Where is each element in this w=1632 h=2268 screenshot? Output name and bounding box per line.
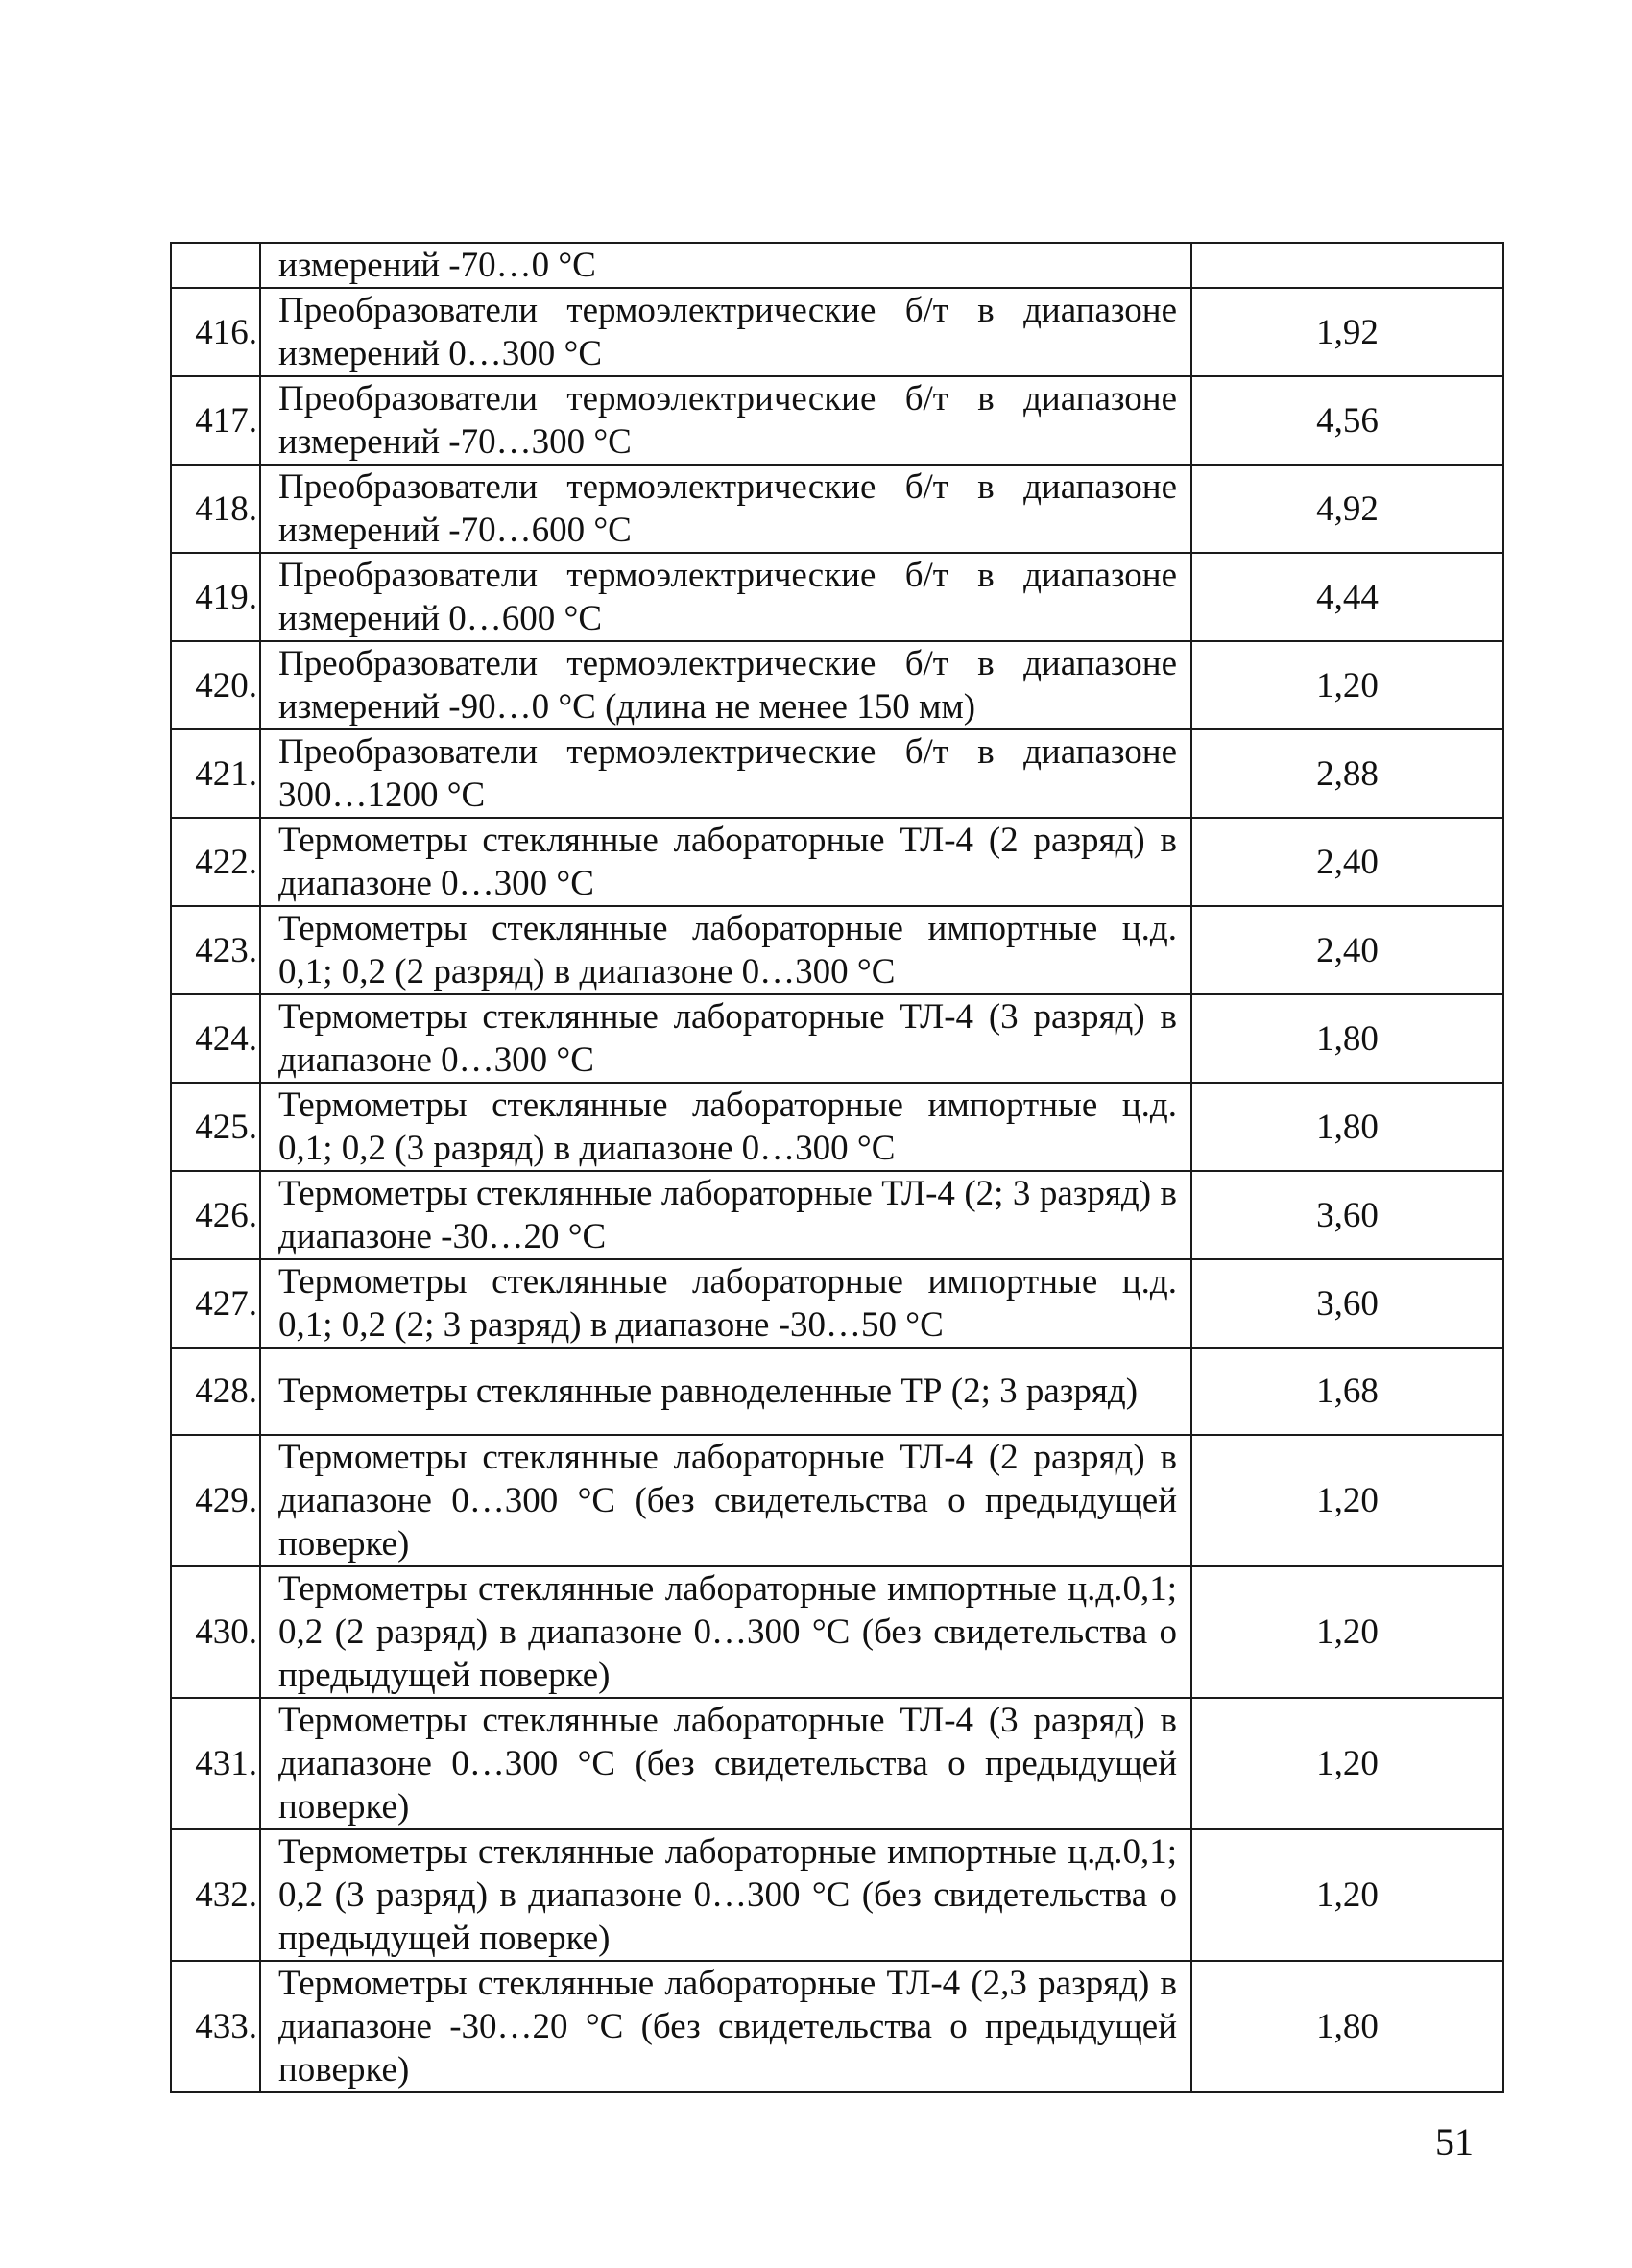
row-number: 426.	[171, 1171, 260, 1259]
row-value: 1,20	[1191, 641, 1503, 729]
row-value: 1,68	[1191, 1348, 1503, 1435]
row-description: Термометры стеклянные лабораторные импортные ц.д. 0,1; 0,2 (3 разряд) в диапазоне 0…300 °С	[278, 1086, 1177, 1168]
row-value: 3,60	[1191, 1171, 1503, 1259]
row-description: Преобразователи термоэлектрические б/т в диапазоне измерений -70…300 °С	[278, 379, 1177, 462]
row-description: Преобразователи термоэлектрические б/т в диапазоне измерений -70…600 °С	[278, 467, 1177, 550]
row-description-cell	[260, 465, 1191, 553]
table-row	[171, 376, 1503, 465]
row-number: 419.	[171, 553, 260, 641]
row-number: 428.	[171, 1348, 260, 1435]
row-value: 1,80	[1191, 1083, 1503, 1171]
table-row	[171, 288, 1503, 376]
row-description-cell	[260, 906, 1191, 994]
row-value: 4,56	[1191, 376, 1503, 465]
row-description: Термометры стеклянные лабораторные импортные ц.д.0,1; 0,2 (2 разряд) в диапазоне 0…300 °С (без свидетельства о предыдущей поверке)	[278, 1569, 1177, 1695]
row-value	[1191, 243, 1503, 288]
row-description-cell	[260, 1259, 1191, 1348]
row-description-cell	[260, 729, 1191, 818]
row-value: 3,60	[1191, 1259, 1503, 1348]
row-description: Термометры стеклянные лабораторные ТЛ-4 (3 разряд) в диапазоне 0…300 °С	[278, 997, 1177, 1080]
row-value: 1,80	[1191, 994, 1503, 1083]
row-number: 417.	[171, 376, 260, 465]
row-number: 418.	[171, 465, 260, 553]
table-row	[171, 818, 1503, 906]
row-value: 4,44	[1191, 553, 1503, 641]
row-description: Термометры стеклянные лабораторные ТЛ-4 (2 разряд) в диапазоне 0…300 °С	[278, 821, 1177, 903]
row-value: 2,40	[1191, 818, 1503, 906]
row-description-cell	[260, 1171, 1191, 1259]
row-description: Термометры стеклянные лабораторные ТЛ-4 (2 разряд) в диапазоне 0…300 °С (без свидетельства о предыдущей поверке)	[278, 1438, 1177, 1564]
table-row	[171, 1961, 1503, 2092]
row-description: Преобразователи термоэлектрические б/т в диапазоне измерений 0…600 °С	[278, 556, 1177, 638]
table-body	[171, 243, 1503, 2092]
row-number: 429.	[171, 1435, 260, 1566]
row-number: 421.	[171, 729, 260, 818]
table-row	[171, 465, 1503, 553]
row-number: 433.	[171, 1961, 260, 2092]
row-description-cell	[260, 376, 1191, 465]
row-value: 1,20	[1191, 1829, 1503, 1961]
row-value: 4,92	[1191, 465, 1503, 553]
row-description: измерений -70…0 °С	[278, 246, 596, 285]
row-value: 2,88	[1191, 729, 1503, 818]
row-value: 2,40	[1191, 906, 1503, 994]
page-number: 51	[1435, 2120, 1474, 2163]
row-description: Термометры стеклянные лабораторные импортные ц.д.0,1; 0,2 (3 разряд) в диапазоне 0…300 °С (без свидетельства о предыдущей поверке)	[278, 1832, 1177, 1958]
row-number: 416.	[171, 288, 260, 376]
table-row	[171, 1435, 1503, 1566]
row-description: Термометры стеклянные лабораторные импортные ц.д. 0,1; 0,2 (2 разряд) в диапазоне 0…300 °С	[278, 909, 1177, 991]
row-number: 431.	[171, 1698, 260, 1829]
row-number: 423.	[171, 906, 260, 994]
row-description: Преобразователи термоэлектрические б/т в диапазоне измерений 0…300 °С	[278, 291, 1177, 373]
row-number: 432.	[171, 1829, 260, 1961]
row-description-cell	[260, 641, 1191, 729]
table-row	[171, 641, 1503, 729]
table-row	[171, 1698, 1503, 1829]
row-description-cell	[260, 288, 1191, 376]
table-row	[171, 243, 1503, 288]
table-row	[171, 1829, 1503, 1961]
row-description: Термометры стеклянные лабораторные импортные ц.д. 0,1; 0,2 (2; 3 разряд) в диапазоне -30…50 °С	[278, 1262, 1177, 1345]
row-description-cell	[260, 553, 1191, 641]
table-row	[171, 1566, 1503, 1698]
row-number: 425.	[171, 1083, 260, 1171]
table-row	[171, 1348, 1503, 1435]
row-description: Термометры стеклянные лабораторные ТЛ-4 (2; 3 разряд) в диапазоне -30…20 °С	[278, 1174, 1177, 1256]
row-description: Преобразователи термоэлектрические б/т в диапазоне 300…1200 °С	[278, 732, 1177, 815]
table-row	[171, 906, 1503, 994]
row-number: 427.	[171, 1259, 260, 1348]
row-description-cell	[260, 994, 1191, 1083]
row-description-cell	[260, 1348, 1191, 1435]
row-number: 430.	[171, 1566, 260, 1698]
row-value: 1,20	[1191, 1435, 1503, 1566]
row-value: 1,20	[1191, 1698, 1503, 1829]
row-description-cell	[260, 1566, 1191, 1698]
row-description: Термометры стеклянные равноделенные ТР (2; 3 разряд)	[278, 1372, 1139, 1411]
row-description-cell	[260, 818, 1191, 906]
row-description: Термометры стеклянные лабораторные ТЛ-4 (2,3 разряд) в диапазоне -30…20 °С (без свидетельства о предыдущей поверке)	[278, 1964, 1177, 2089]
table-row	[171, 553, 1503, 641]
row-number: 424.	[171, 994, 260, 1083]
row-number: 422.	[171, 818, 260, 906]
row-value: 1,80	[1191, 1961, 1503, 2092]
row-description: Преобразователи термоэлектрические б/т в диапазоне измерений -90…0 °С (длина не менее 150 мм)	[278, 644, 1177, 727]
row-value: 1,20	[1191, 1566, 1503, 1698]
row-description-cell	[260, 1961, 1191, 2092]
row-description-cell	[260, 243, 1191, 288]
table-row	[171, 1171, 1503, 1259]
table-row	[171, 1259, 1503, 1348]
row-description: Термометры стеклянные лабораторные ТЛ-4 (3 разряд) в диапазоне 0…300 °С (без свидетельства о предыдущей поверке)	[278, 1701, 1177, 1826]
table-row	[171, 994, 1503, 1083]
price-table	[170, 242, 1504, 2093]
row-description-cell	[260, 1083, 1191, 1171]
table-row	[171, 729, 1503, 818]
row-value: 1,92	[1191, 288, 1503, 376]
row-description-cell	[260, 1698, 1191, 1829]
row-description-cell	[260, 1829, 1191, 1961]
table-row	[171, 1083, 1503, 1171]
row-number: 420.	[171, 641, 260, 729]
row-number	[171, 243, 260, 288]
row-description-cell	[260, 1435, 1191, 1566]
